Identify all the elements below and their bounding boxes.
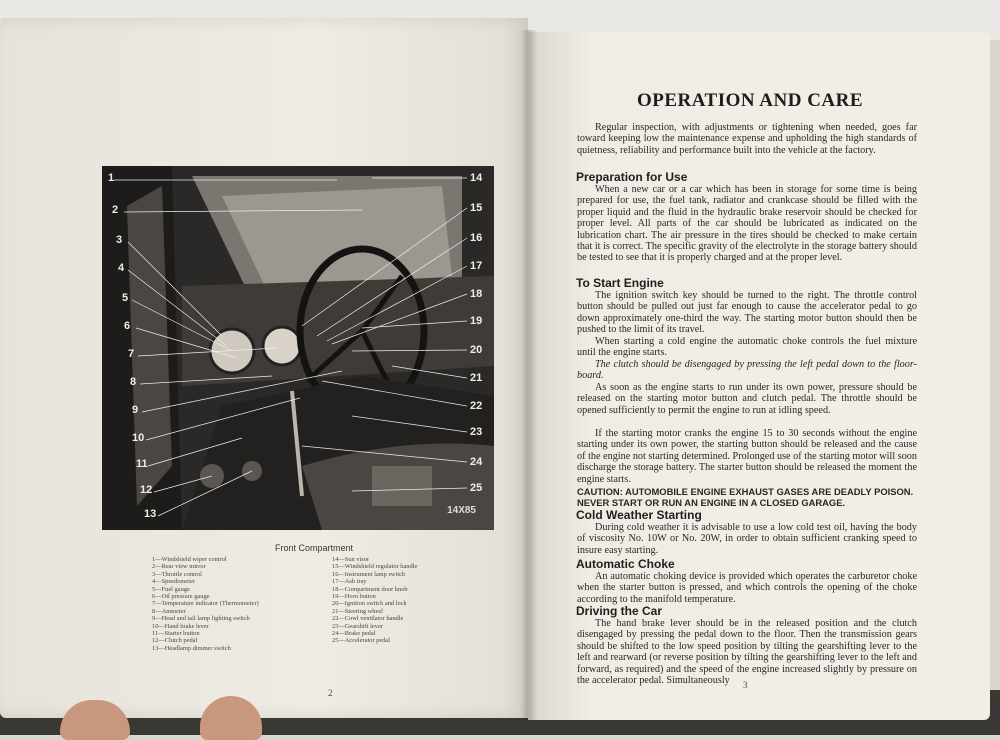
legend-item: 8—Ammeter xyxy=(152,607,186,615)
heading-driving: Driving the Car xyxy=(576,604,663,618)
legend-right-column xyxy=(332,556,417,645)
callout-15: 15 xyxy=(470,202,483,214)
legend-item: 23—Gearshift lever xyxy=(332,622,383,630)
page-number-left: 2 xyxy=(328,688,333,698)
callout-13: 13 xyxy=(144,508,157,520)
legend-item: 13—Headlamp dimmer switch xyxy=(152,644,231,652)
legend-item: 9—Head and tail lamp lighting switch xyxy=(152,615,250,623)
callout-5: 5 xyxy=(122,292,129,304)
callout-16: 16 xyxy=(470,232,483,244)
legend-item: 25—Accelerator pedal xyxy=(332,637,391,645)
page-number-right: 3 xyxy=(743,680,748,690)
legend-item: 5—Fuel gauge xyxy=(152,585,190,593)
driving-paragraph: The hand brake lever should be in the released position and the clutch disengaged by pressing the pedal down to the floor. Then the transmission gears should be shifted to the low speed position by tilting the gearshifting lever to the left and rearward (or reverse position by tilting the gearshifting lever to the left and forward, as required) and the speed of the engine increased slightly by pressure on the accelerator pedal. Simultaneously xyxy=(577,618,917,687)
photo-code: 14X85 xyxy=(447,505,476,516)
callout-17: 17 xyxy=(470,260,483,272)
preparation-paragraph: When a new car or a car which has been in storage for some time is being prepared for use, the fuel tank, radiator and crankcase should be filled with the proper liquid and the fluid in the hydraulic brake reservoir should be checked for proper level. All parts of the car should be lubricated as indicated on the lubrication chart. The air pressure in the tires should be checked to make certain that it is correct. The specific gravity of the electrolyte in the storage battery should be tested to see that it is properly charged and at the proper level. xyxy=(577,184,917,264)
legend-item: 6—Oil pressure gauge xyxy=(152,593,210,601)
start-paragraph-4: As soon as the engine starts to run under its own power, pressure should be released on the starting motor button and clutch pedal. The throttle should be opened sufficiently to permit the engine to run at idling speed. xyxy=(577,382,917,416)
legend-item: 18—Compartment door knob xyxy=(332,585,408,593)
legend-item: 22—Cowl ventilator handle xyxy=(332,615,404,623)
callout-20: 20 xyxy=(470,344,483,356)
legend-item: 17—Ash tray xyxy=(332,578,367,586)
callout-4: 4 xyxy=(118,262,125,274)
heading-automatic-choke: Automatic Choke xyxy=(576,557,675,571)
legend-item: 21—Steering wheel xyxy=(332,607,383,615)
callout-14: 14 xyxy=(470,172,483,184)
book-gutter xyxy=(520,30,538,720)
legend-item: 24—Brake pedal xyxy=(332,630,376,638)
callout-3: 3 xyxy=(116,234,123,246)
callout-1: 1 xyxy=(108,172,115,184)
dashboard-illustration xyxy=(102,166,494,530)
callout-22: 22 xyxy=(470,400,483,412)
start-paragraph-3: The clutch should be disengaged by pressing the left pedal down to the floor-board. xyxy=(577,359,917,382)
callout-2: 2 xyxy=(112,204,119,216)
callout-23: 23 xyxy=(470,426,483,438)
legend-item: 16—Instrument lamp switch xyxy=(332,570,406,578)
legend-item: 1—Windshield wiper control xyxy=(152,556,227,563)
legend-item: 19—Horn button xyxy=(332,593,376,601)
start-paragraph-5: If the starting motor cranks the engine 15 to 30 seconds without the engine starting under its own power, the starting button should be released and the cause of the engine not starting determined. Prolonged use of the starting motor will soon discharge the storage battery. The starter button should be released the moment the engine starts. xyxy=(577,428,917,485)
choke-paragraph: An automatic choking device is provided which operates the carburetor choke when the starter button is pressed, and which controls the opening of the choke according to the manifold temperature. xyxy=(577,571,917,605)
callout-7: 7 xyxy=(128,348,135,360)
callout-8: 8 xyxy=(130,376,137,388)
dashboard-photo xyxy=(102,166,494,530)
legend-item: 7—Temperature indicator (Thermometer) xyxy=(152,600,259,608)
callout-12: 12 xyxy=(140,484,153,496)
heading-preparation: Preparation for Use xyxy=(576,170,688,184)
callout-9: 9 xyxy=(132,404,139,416)
callout-18: 18 xyxy=(470,288,483,300)
callout-19: 19 xyxy=(470,315,483,327)
callout-11: 11 xyxy=(136,458,148,470)
legend-item: 15—Windshield regulator handle xyxy=(332,563,418,571)
callout-6: 6 xyxy=(124,320,131,332)
intro-paragraph: Regular inspection, with adjustments or tightening when needed, goes far toward keeping low the maintenance expense and upholding the high standards of quietness, reliability and performance built into the vehicle at the factory. xyxy=(577,122,917,156)
legend-left-column xyxy=(152,556,259,652)
callout-10: 10 xyxy=(132,432,145,444)
legend-item: 11—Starter button xyxy=(152,630,200,638)
legend-item: 12—Clutch pedal xyxy=(152,637,198,645)
heading-cold-weather: Cold Weather Starting xyxy=(576,508,702,522)
legend-title: Front Compartment xyxy=(275,543,354,553)
legend-item: 3—Throttle control xyxy=(152,570,202,578)
start-paragraph-1: The ignition switch key should be turned to the right. The throttle control button should be pulled out just far enough to cause the accelerator pedal to go down approximately one-third the way. The starting motor button should then be pushed to the limit of its travel. xyxy=(577,290,917,336)
legend-item: 14—Sun visor xyxy=(332,556,370,563)
page-title: OPERATION AND CARE xyxy=(636,90,864,111)
heading-start-engine: To Start Engine xyxy=(576,276,664,290)
legend-item: 10—Hand brake lever xyxy=(152,622,209,630)
start-paragraph-2: When starting a cold engine the automatic choke controls the fuel mixture until the engine starts. xyxy=(577,336,917,359)
callout-25: 25 xyxy=(470,482,483,494)
callout-24: 24 xyxy=(470,456,483,468)
caution-notice: CAUTION: AUTOMOBILE ENGINE EXHAUST GASES ARE DEADLY POISON. NEVER START OR RUN AN ENGINE IN A CLOSED GARAGE. xyxy=(577,486,914,509)
legend-item: 4—Speedometer xyxy=(152,578,195,586)
cold-weather-paragraph: During cold weather it is advisable to use a low cold test oil, having the body of viscosity No. 10W or No. 20W, in order to obtain sufficient cranking speed to insure easy starting. xyxy=(577,522,917,556)
legend-item: 20—Ignition switch and lock xyxy=(332,600,407,608)
legend-item: 2—Rear view mirror xyxy=(152,563,206,571)
callout-21: 21 xyxy=(470,372,483,384)
